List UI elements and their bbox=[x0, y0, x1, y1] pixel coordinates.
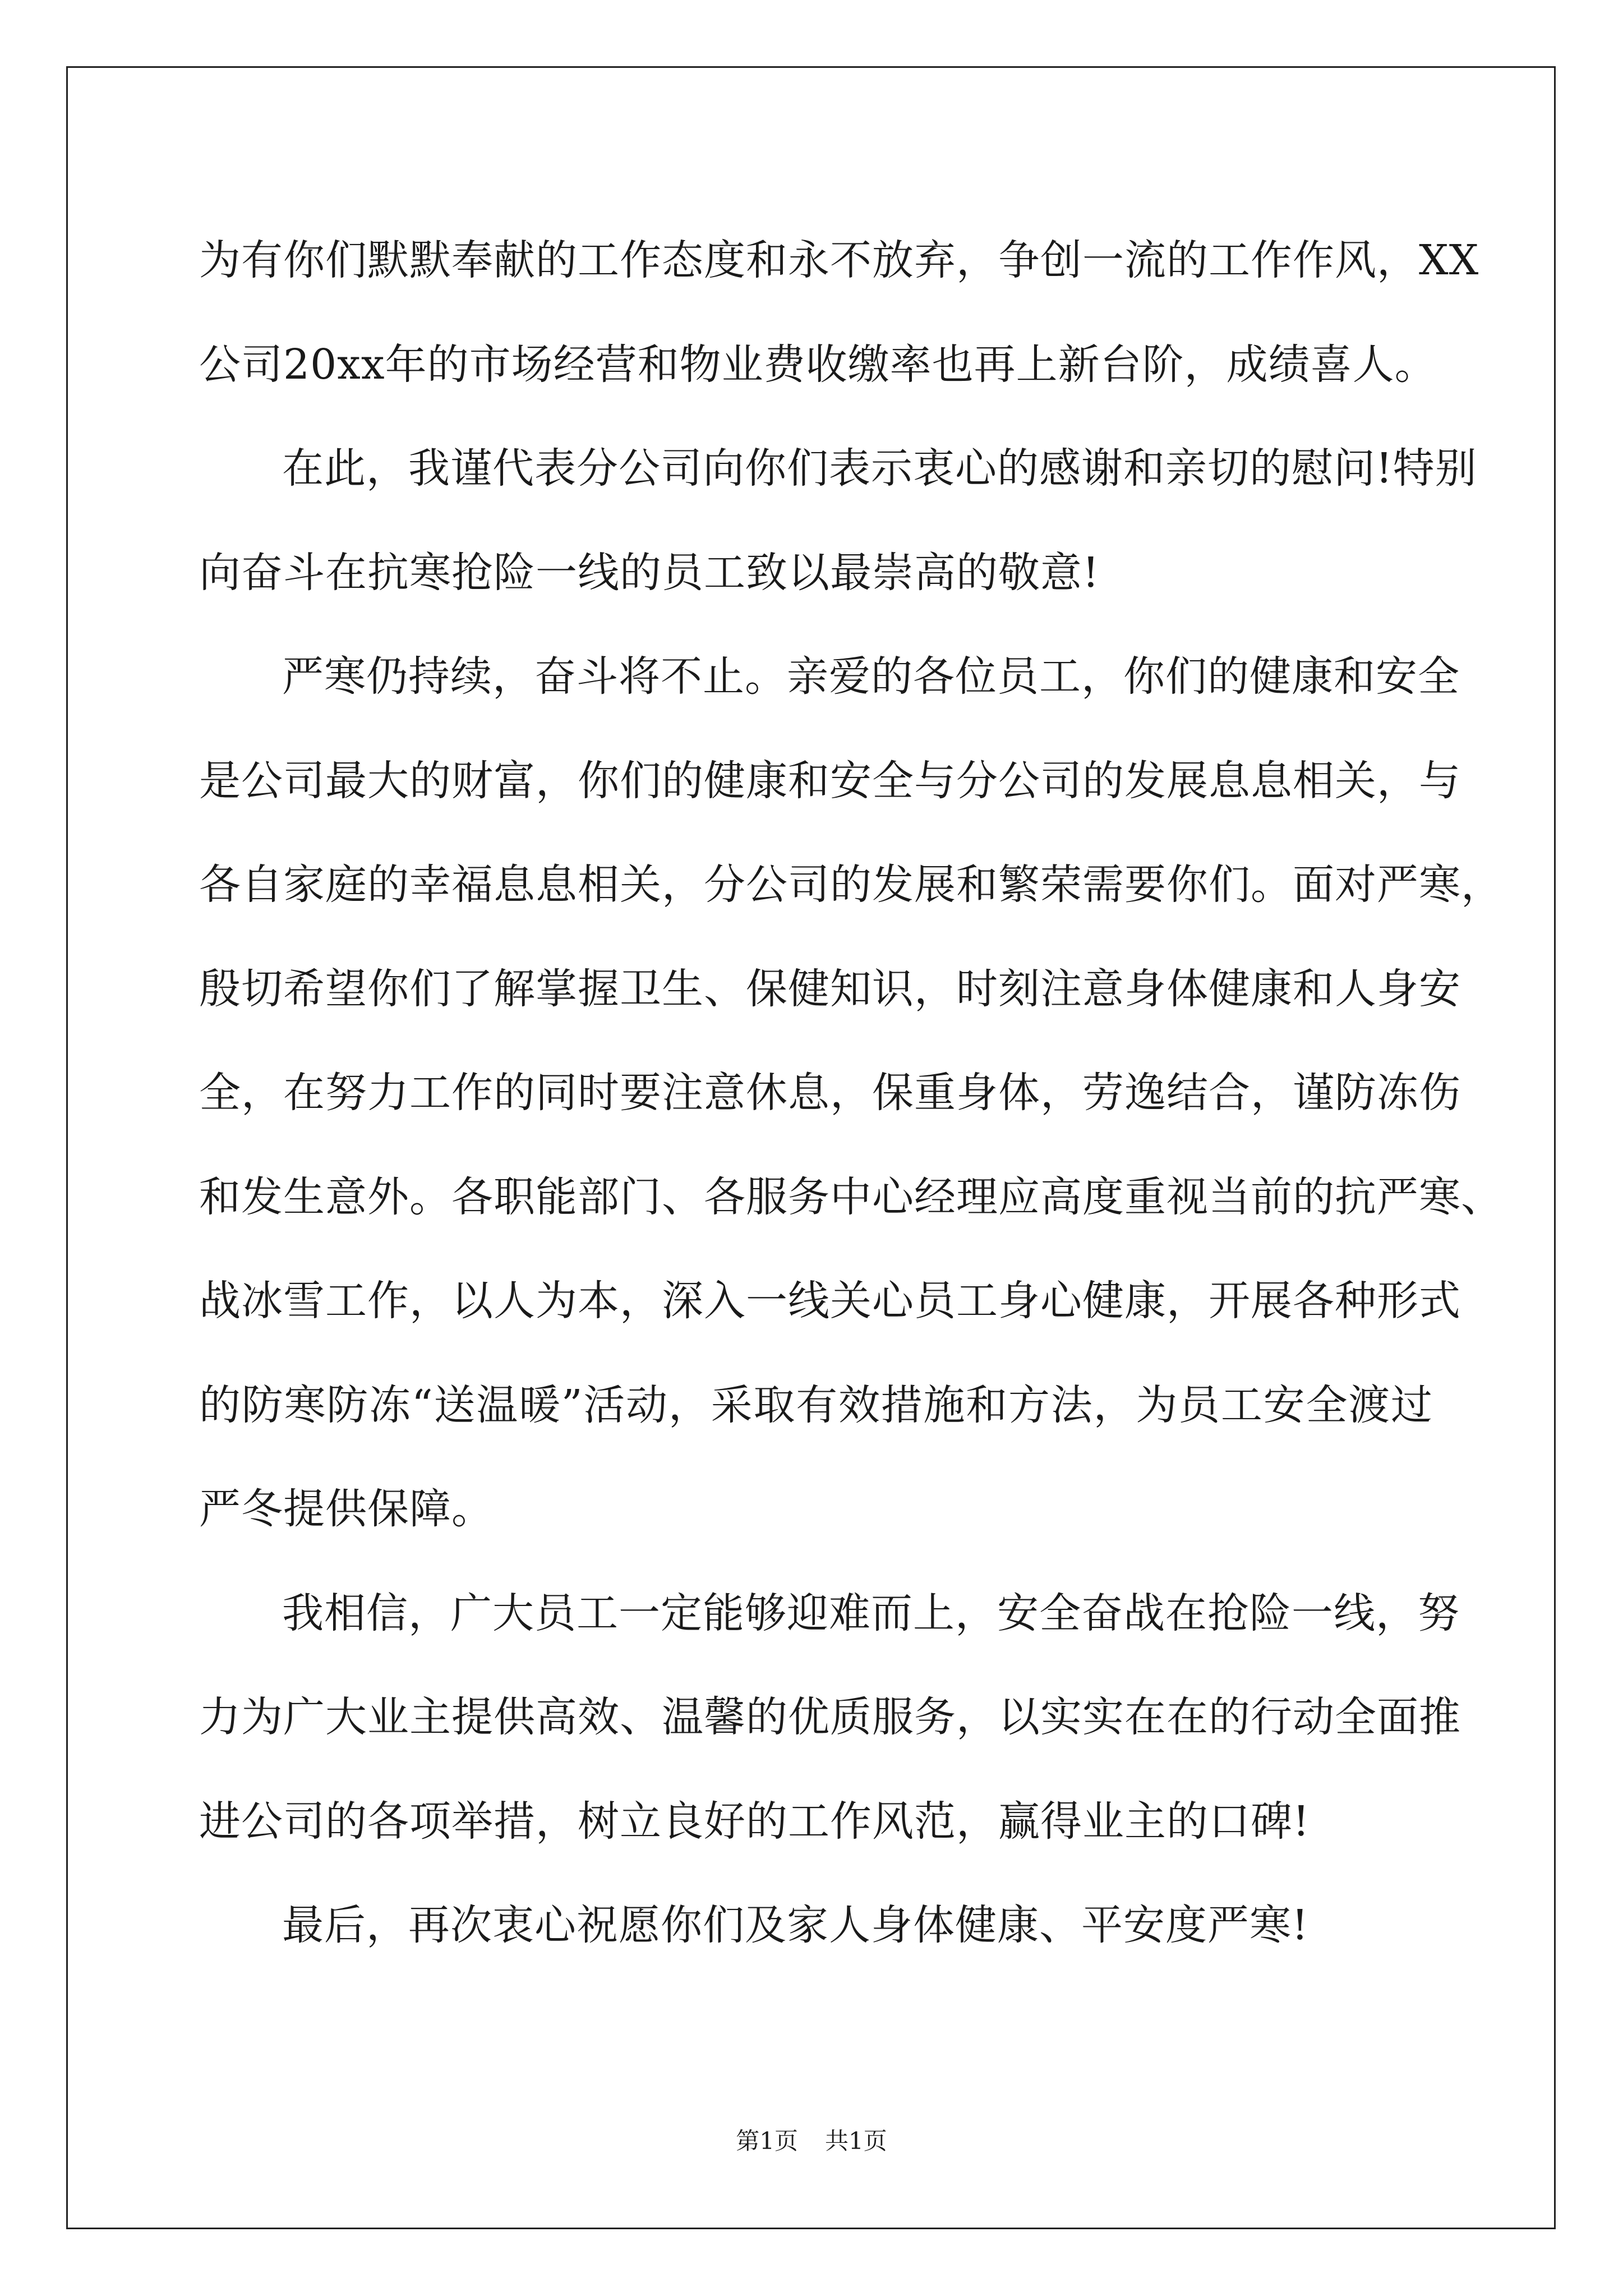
text-line: 公司20xx年的市场经营和物业费收缴率也再上新台阶，成绩喜人。 bbox=[199, 340, 1437, 389]
text-line: 殷切希望你们了解掌握卫生、保健知识，时刻注意身体健康和人身安 bbox=[199, 964, 1461, 1013]
page-total: 共1页 bbox=[825, 2127, 887, 2155]
text-line: 是公司最大的财富，你们的健康和安全与分公司的发展息息相关，与 bbox=[199, 756, 1461, 805]
document-body bbox=[199, 209, 1503, 1978]
text-line: 进公司的各项举措，树立良好的工作风范，赢得业主的口碑! bbox=[199, 1797, 1310, 1846]
page-number: 第1页 bbox=[736, 2127, 798, 2155]
text-line: 严冬提供保障。 bbox=[199, 1485, 494, 1533]
text-line: 战冰雪工作，以人为本，深入一线关心员工身心健康，开展各种形式 bbox=[199, 1277, 1461, 1325]
paragraph-start-line: 严寒仍持续，奋斗将不止。亲爱的各位员工，你们的健康和安全 bbox=[282, 652, 1460, 701]
page-footer bbox=[0, 2123, 1623, 2156]
paragraph-start-line: 在此，我谨代表分公司向你们表示衷心的感谢和亲切的慰问!特别 bbox=[282, 444, 1477, 493]
text-line: 的防寒防冻“送温暖”活动，采取有效措施和方法，为员工安全渡过 bbox=[199, 1381, 1433, 1429]
text-line: 和发生意外。各职能部门、各服务中心经理应高度重视当前的抗严寒、 bbox=[199, 1172, 1503, 1221]
paragraph-start-line: 最后，再次衷心祝愿你们及家人身体健康、平安度严寒! bbox=[282, 1901, 1309, 1949]
text-line: 为有你们默默奉献的工作态度和永不放弃，争创一流的工作作风，XX bbox=[199, 236, 1479, 284]
text-line: 全，在努力工作的同时要注意休息，保重身体，劳逸结合，谨防冻伤 bbox=[199, 1069, 1461, 1117]
paragraph-start-line: 我相信，广大员工一定能够迎难而上，安全奋战在抢险一线，努 bbox=[282, 1589, 1460, 1637]
text-line: 向奋斗在抗寒抢险一线的员工致以最崇高的敬意! bbox=[199, 548, 1100, 597]
text-line: 各自家庭的幸福息息相关，分公司的发展和繁荣需要你们。面对严寒， bbox=[199, 861, 1503, 909]
text-line: 力为广大业主提供高效、温馨的优质服务，以实实在在的行动全面推 bbox=[199, 1693, 1461, 1741]
